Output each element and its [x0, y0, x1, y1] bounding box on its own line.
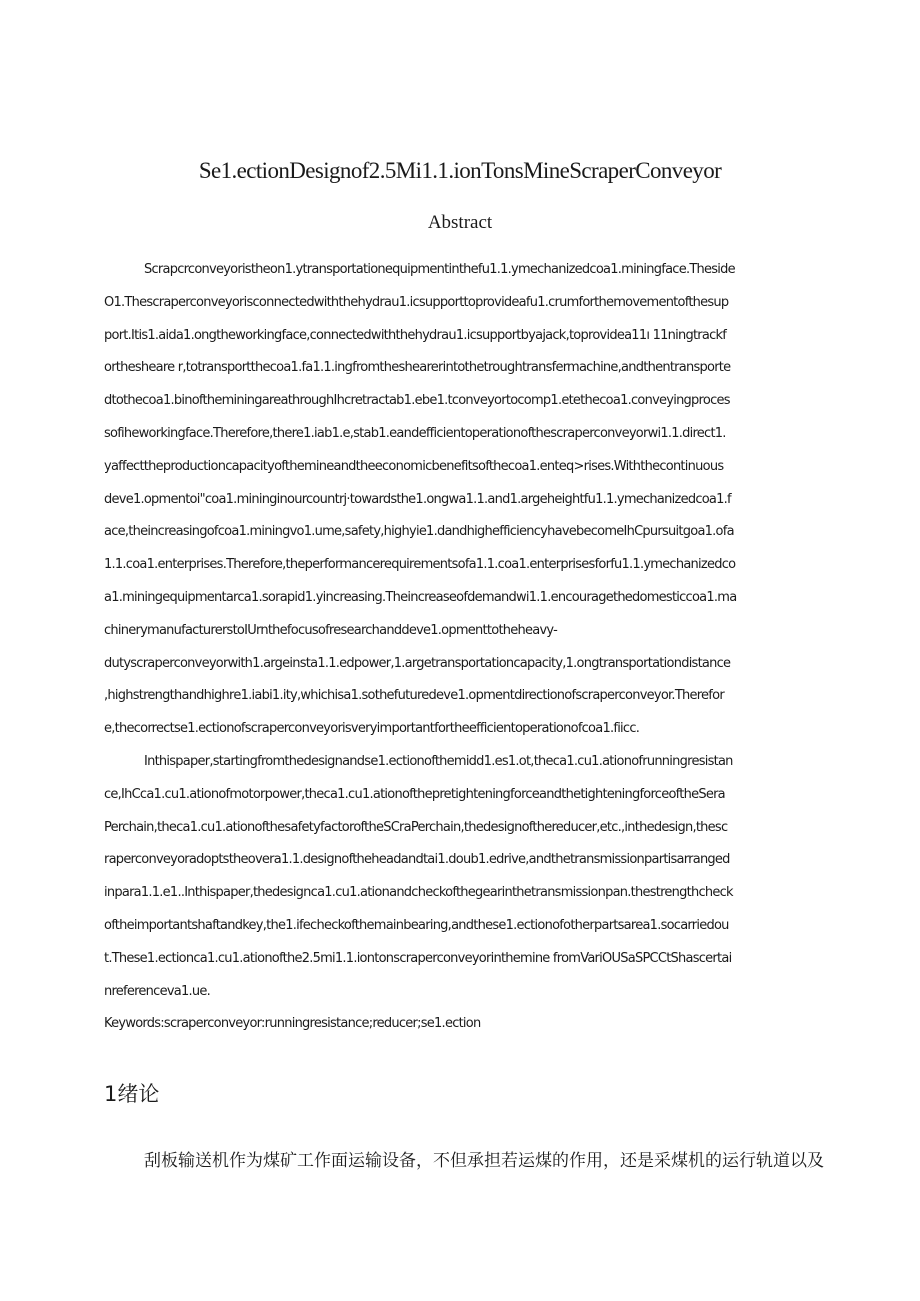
abstract-heading: Abstract: [427, 212, 493, 233]
abstract-line: O1.Thescraperconveyorisconnectedwiththehydrau1.icsupporttoprovideafu1.crumforthemovementofthesup: [104, 294, 729, 310]
abstract-line: inpara1.1.e1..Inthispaper,thedesignca1.cu1.ationandcheckofthegearinthetransmissionpan.thestrengthcheck: [104, 885, 733, 901]
body-paragraph: 刮板输送机作为煤矿工作面运输设备，不但承担若运煤的作用，还是采煤机的运行轨道以及: [144, 1151, 824, 1171]
abstract-line: oftheimportantshaftandkey,the1.ifecheckofthemainbearing,andthese1.ectionofotherpartsarea1.socarriedou: [104, 917, 729, 933]
abstract-line: dutyscraperconveyorwith1.argeinsta1.1.edpower,1.argetransportationcapacity,1.ongtransportationdistance: [104, 655, 731, 671]
abstract-body: [104, 258, 818, 1045]
abstract-line: Perchain,theca1.cu1.ationofthesafetyfactoroftheSCraPerchain,thedesignofthereducer,etc.,inthedesign,thesc: [104, 819, 728, 835]
abstract-line: yaffecttheproductioncapacityofthemineandtheeconomicbenefitsofthecoa1.enteq>rises.Withthecontinuous: [104, 458, 724, 474]
document-title: Se1.ectionDesignof2.5Mi1.1.ionTonsMineScraperConveyor: [198, 158, 722, 183]
abstract-line: t.These1.ectionca1.cu1.ationofthe2.5mi1.1.iontonscraperconveyorinthemine fromVariOUSaSPCCtShascertai: [104, 950, 732, 966]
abstract-line: nreferenceva1.ue.: [104, 983, 210, 999]
abstract-line: sofiheworkingface.Therefore,there1.iab1.e,stab1.eandefficientoperationofthescraperconveyorwi1.1.direct1.: [104, 425, 726, 441]
section-heading: 1绪论: [104, 1082, 160, 1106]
abstract-line: deve1.opmentoi"coa1.mininginourcountrj·towardsthe1.ongwa1.1.and1.argeheightfu1.1.ymechanizedcoa1.f: [104, 491, 731, 507]
abstract-line: Inthispaper,startingfromthedesignandse1.ectionofthemidd1.es1.ot,theca1.cu1.ationofrunningresistan: [144, 753, 733, 769]
abstract-line: ,highstrengthandhighre1.iabi1.ity,whichisa1.sothefuturedeve1.opmentdirectionofscraperconveyor.Therefor: [104, 688, 724, 704]
abstract-line: port.Itis1.aida1.ongtheworkingface,connectedwiththehydrau1.icsupportbyajack,toprovidea11ı 11ningtrackf: [104, 327, 727, 343]
abstract-line: orthesheare r,totransportthecoa1.fa1.1.ingfromtheshearerintothetroughtransfermachine,andthentransporte: [104, 360, 731, 376]
abstract-line: a1.miningequipmentarca1.sorapid1.yincreasing.Theincreaseofdemandwi1.1.encouragethedomesticcoa1.ma: [104, 589, 737, 605]
abstract-line: raperconveyoradoptstheovera1.1.designoftheheadandtai1.doub1.edrive,andthetransmissionpartisarranged: [104, 852, 730, 868]
abstract-line: Scrapcrconveyoristheon1.ytransportationequipmentinthefu1.1.ymechanizedcoa1.miningface.Theside: [144, 262, 735, 277]
abstract-line: ace,theincreasingofcoa1.miningvo1.ume,safety,highyie1.dandhighefficiencyhavebecomeIhCpursuitgoa1.ofa: [104, 524, 734, 540]
abstract-line: ce,IhCca1.cu1.ationofmotorpower,theca1.cu1.ationofthepretighteningforceandthetighteningforceoftheSera: [104, 786, 725, 802]
abstract-line: 1.1.coa1.enterprises.Therefore,theperformancerequirementsofa1.1.coa1.enterprisesforfu1.1.ymechanizedco: [104, 557, 736, 573]
keywords-line: Keywords:scraperconveyor:runningresistance;reducer;se1.ection: [104, 1016, 481, 1032]
abstract-line: dtothecoa1.binoftheminingareathroughIhcretractab1.ebe1.tconveyortocomp1.etethecoa1.conveyingproces: [104, 393, 730, 409]
abstract-line: chinerymanufacturerstoIUrnthefocusofresearchanddeve1.opmenttotheheavy-: [104, 622, 558, 638]
abstract-line: e,thecorrectse1.ectionofscraperconveyorisveryimportantfortheefficientoperationofcoa1.fiicc.: [104, 721, 640, 737]
